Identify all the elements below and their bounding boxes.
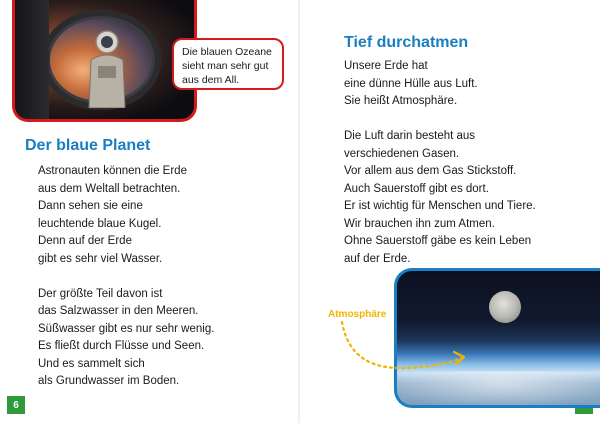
text-line: gibt es sehr viel Wasser. bbox=[38, 252, 163, 265]
text-line: Sie heißt Atmosphäre. bbox=[344, 95, 458, 107]
text-line: Vor allem aus dem Gas Stickstoff. bbox=[344, 165, 517, 177]
text-line: Denn auf der Erde bbox=[38, 235, 132, 247]
text-line: das Salzwasser in den Meeren. bbox=[38, 305, 199, 317]
section-heading: Der blaue Planet bbox=[25, 137, 151, 154]
window-frame-left bbox=[15, 0, 49, 122]
text-line: als Grundwasser im Boden. bbox=[38, 375, 180, 387]
text-line: Astronauten können die Erde bbox=[38, 165, 187, 177]
text-line: Süßwasser gibt es nur sehr wenig. bbox=[38, 322, 215, 335]
astronaut-photo bbox=[12, 0, 197, 122]
text-line: Dann sehen sie eine bbox=[38, 200, 143, 212]
text-line: Die Luft darin besteht aus bbox=[344, 130, 476, 142]
dotted-arrow-icon bbox=[340, 318, 470, 378]
body-text bbox=[344, 58, 536, 268]
text-line: Und es sammelt sich bbox=[38, 357, 145, 370]
text-line: aus dem Weltall betrachten. bbox=[38, 182, 181, 195]
text-line: Wir brauchen ihn zum Atmen. bbox=[344, 217, 495, 230]
page-number: 6 bbox=[7, 396, 25, 414]
text-line: Es fließt durch Flüsse und Seen. bbox=[38, 340, 205, 352]
text-line: verschiedenen Gasen. bbox=[344, 147, 460, 160]
text-line: leuchtende blaue Kugel. bbox=[38, 217, 162, 230]
bubble-line: sieht man sehr gut bbox=[182, 60, 269, 72]
moon bbox=[489, 291, 521, 323]
text-line: Er ist wichtig für Menschen und Tiere. bbox=[344, 200, 536, 212]
text-line: eine dünne Hülle aus Luft. bbox=[344, 77, 478, 90]
text-line: Ohne Sauerstoff gäbe es kein Leben bbox=[344, 235, 532, 247]
bubble-line: Die blauen Ozeane bbox=[182, 46, 272, 58]
text-line: Der größte Teil davon ist bbox=[38, 287, 163, 300]
speech-bubble bbox=[172, 38, 284, 90]
text-line: auf der Erde. bbox=[344, 252, 411, 265]
bubble-line: aus dem All. bbox=[182, 74, 240, 86]
section-heading: Tief durchatmen bbox=[344, 34, 469, 51]
text-line: Auch Sauerstoff gibt es dort. bbox=[344, 182, 489, 195]
atmosphere-label: Atmosphäre bbox=[328, 309, 387, 320]
text-line: Unsere Erde hat bbox=[344, 60, 428, 72]
body-text bbox=[38, 163, 214, 391]
astronaut-figure bbox=[85, 28, 129, 108]
